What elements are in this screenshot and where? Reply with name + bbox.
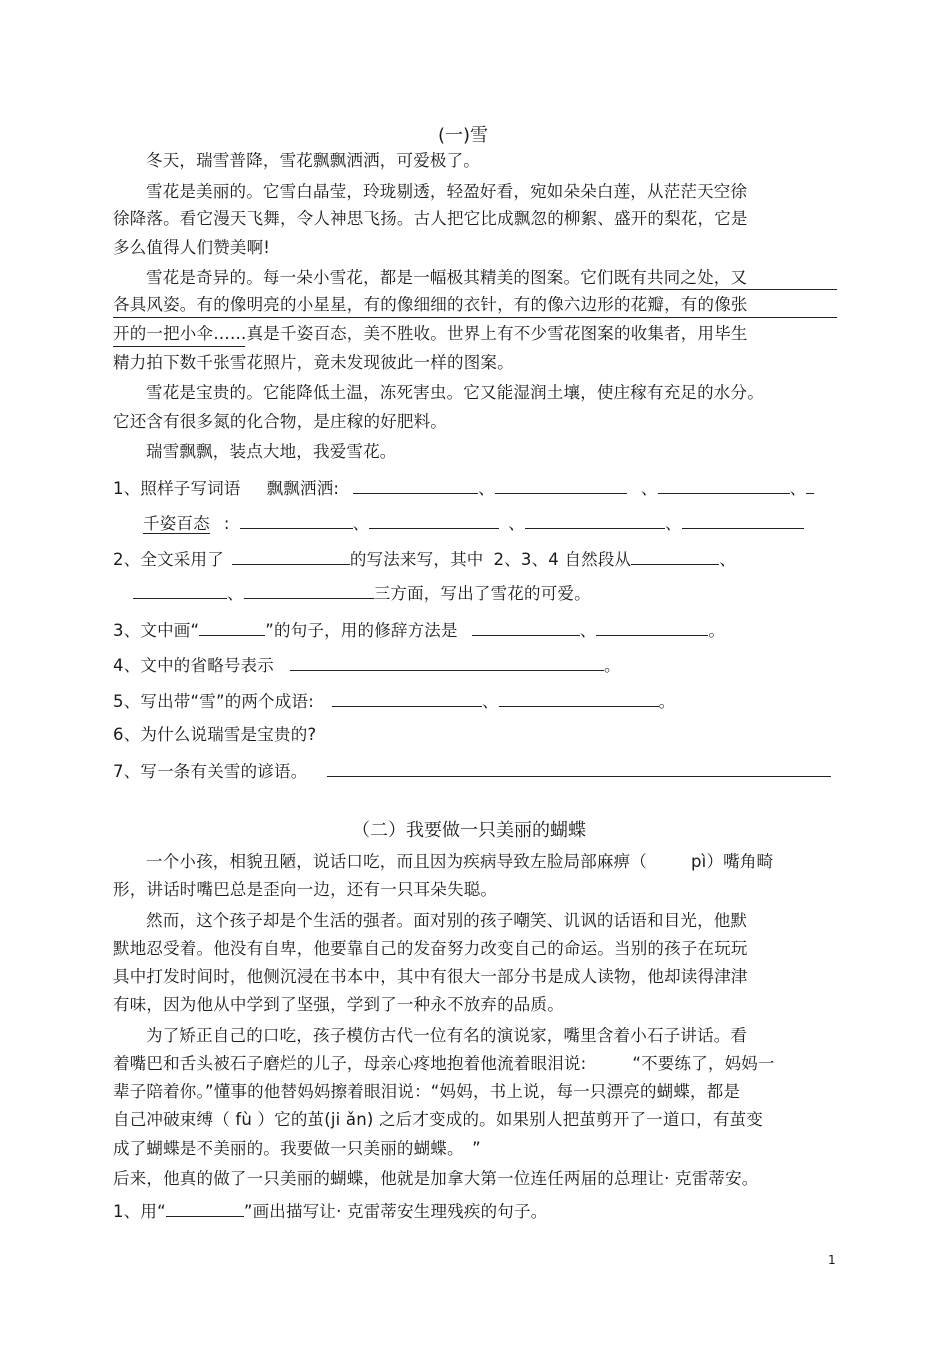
paragraph-line: 自己冲破束缚（ fù ）它的茧(ji ǎn) 之后才变成的。如果别人把茧剪开了一道口，有茧变 [113,1110,764,1129]
paragraph-line: 具中打发时间时，他侧沉浸在书本中，其中有很大一部分书是成人读物，他却读得津津 [113,967,748,986]
paragraph-line: 开的一把小伞……真是千姿百态，美不胜收。世界上有不少雪花图案的收集者，用毕生 [113,324,748,343]
paragraph-line: 各具风姿。有的像明亮的小星星，有的像细细的衣针，有的像六边形的花瓣，有的像张 [113,295,748,314]
marked-sentence-underline [113,346,245,347]
example-word: 千姿百态 [143,514,210,533]
answer-blank[interactable] [658,476,790,494]
question-text: 2、全文采用了 [113,550,224,569]
paragraph-line: 冬天，瑞雪普降，雪花飘飘洒洒，可爱极了。 [146,151,480,170]
question-6: 6、为什么说瑞雪是宝贵的? [113,725,317,744]
answer-blank[interactable] [631,547,719,565]
section2-title: （二）我要做一只美丽的蝴蝶 [352,820,586,841]
answer-blank[interactable] [232,547,350,565]
answer-blank[interactable] [806,476,814,494]
paragraph-line: 雪花是奇异的。每一朵小雪花，都是一幅极其精美的图案。它们既有共同之处，又 [146,268,748,287]
question-1b: 千姿百态 : 、 、 、 [143,511,804,535]
answer-blank[interactable] [682,511,804,529]
answer-blank[interactable] [240,511,353,529]
page-number: 1 [828,1253,836,1267]
example-word: 飘飘洒洒: [266,479,340,498]
answer-blank[interactable] [499,689,659,707]
paragraph-line: 多么值得人们赞美啊! [113,238,271,257]
question-3: 3、文中画“ ”的句子，用的修辞方法是 、 。 [113,618,725,642]
question-text: 1、照样子写词语 [113,479,241,498]
paragraph-line: 后来，他真的做了一只美丽的蝴蝶，他就是加拿大第一位连任两届的总理让· 克雷蒂安。 [113,1169,759,1188]
question-2-cont: 、 三方面，写出了雪花的可爱。 [133,581,591,605]
answer-blank[interactable] [244,581,374,599]
paragraph-line: 它还含有很多氮的化合物，是庄稼的好肥料。 [113,412,447,431]
paragraph-line: 着嘴巴和舌头被石子磨烂的儿子，母亲心疼地抱着他流着眼泪说: “不要练了，妈妈一 [113,1054,775,1073]
underline-sample [199,618,265,636]
question-text: 7、写一条有关雪的谚语。 [113,762,308,781]
paragraph-line: 为了矫正自己的口吃，孩子模仿古代一位有名的演说家，嘴里含着小石子讲话。看 [146,1026,748,1045]
answer-blank[interactable] [133,581,227,599]
answer-blank[interactable] [332,689,482,707]
question-4: 4、文中的省略号表示 。 [113,653,621,677]
question-text: 5、写出带“雪”的两个成语: [113,692,314,711]
question-text: 4、文中的省略号表示 [113,656,274,675]
paragraph-line: 一个小孩，相貌丑陋，说话口吃，而且因为疾病导致左脸局部麻痹（ pì）嘴角畸 [146,852,774,871]
paragraph-line: 默地忍受着。他没有自卑，他要靠自己的发奋努力改变自己的命运。当别的孩子在玩玩 [113,939,748,958]
underline-sample [166,1199,244,1217]
paragraph-line: 然而，这个孩子却是个生活的强者。面对别的孩子嘲笑、讥讽的话语和目光，他默 [146,911,748,930]
answer-blank[interactable] [472,618,580,636]
answer-blank[interactable] [495,476,627,494]
section2-question-1: 1、用“ ”画出描写让· 克雷蒂安生理残疾的句子。 [113,1199,547,1223]
answer-blank[interactable] [596,618,708,636]
paragraph-line: 成了蝴蝶是不美丽的。我要做一只美丽的蝴蝶。 ” [113,1139,481,1158]
section1-title: (一)雪 [438,125,489,146]
question-text: 3、文中画“ [113,621,200,640]
answer-blank[interactable] [327,759,831,777]
question-text: 1、用“ [113,1202,166,1221]
question-2: 2、全文采用了 的写法来写，其中 2、3、4 自然段从 、 [113,547,736,571]
paragraph-line: 辈子陪着你。”懂事的他替妈妈擦着眼泪说：“妈妈，书上说，每一只漂亮的蝴蝶，都是 [113,1082,741,1101]
paragraph-line: 徐降落。看它漫天飞舞，令人神思飞扬。古人把它比成飘忽的柳絮、盛开的梨花，它是 [113,209,748,228]
answer-blank[interactable] [369,511,499,529]
paragraph-line: 形，讲话时嘴巴总是歪向一边，还有一只耳朵失聪。 [113,880,498,899]
marked-sentence-underline [113,317,837,318]
paragraph-line: 雪花是美丽的。它雪白晶莹，玲珑剔透，轻盈好看，宛如朵朵白莲，从茫茫天空徐 [146,182,748,201]
question-1a: 1、照样子写词语 飘飘洒洒: 、 、 、 [113,476,814,500]
answer-blank[interactable] [525,511,665,529]
marked-sentence-underline [620,289,837,290]
question-5: 5、写出带“雪”的两个成语: 、 。 [113,689,675,713]
paragraph-line: 瑞雪飘飘，装点大地，我爱雪花。 [146,442,397,461]
answer-blank[interactable] [353,476,478,494]
paragraph-line: 有味，因为他从中学到了坚强，学到了一种永不放弃的品质。 [113,995,564,1014]
answer-blank[interactable] [290,653,604,671]
paragraph-line: 精力拍下数千张雪花照片，竟未发现彼此一样的图案。 [113,353,514,372]
paragraph-line: 雪花是宝贵的。它能降低土温，冻死害虫。它又能湿润土壤，使庄稼有充足的水分。 [146,383,764,402]
pinyin: pì [691,852,707,871]
question-7 [113,759,831,783]
